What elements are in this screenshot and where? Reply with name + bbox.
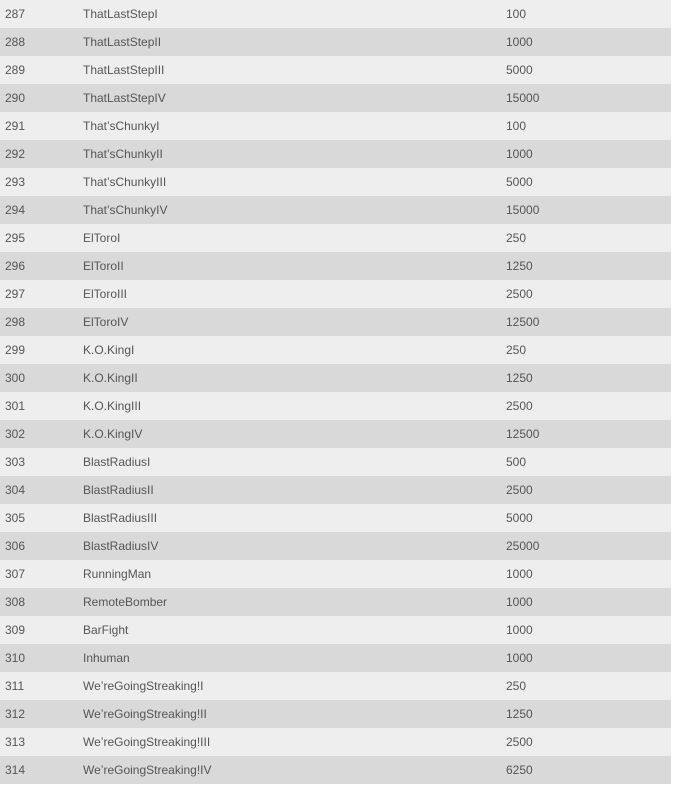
table-row — [0, 504, 671, 532]
achievement-value: 1250 — [506, 259, 533, 273]
row-number: 308 — [5, 595, 26, 609]
row-number: 293 — [5, 175, 26, 189]
table-row — [0, 448, 671, 476]
achievement-name: K.O.KingIV — [83, 427, 143, 441]
row-number: 302 — [5, 427, 26, 441]
achievement-value: 1000 — [506, 595, 533, 609]
table-row — [0, 168, 671, 196]
achievement-value: 1000 — [506, 35, 533, 49]
achievement-name: We’reGoingStreaking!IV — [83, 763, 212, 777]
row-number: 303 — [5, 455, 26, 469]
achievement-value: 2500 — [506, 399, 533, 413]
row-number: 290 — [5, 91, 26, 105]
achievement-name: That’sChunkyII — [83, 147, 163, 161]
achievement-value: 15000 — [506, 203, 540, 217]
achievement-value: 5000 — [506, 63, 533, 77]
achievement-name: K.O.KingIII — [83, 399, 142, 413]
achievement-name: Inhuman — [83, 651, 130, 665]
row-number: 307 — [5, 567, 26, 581]
row-number: 296 — [5, 259, 26, 273]
row-number: 291 — [5, 119, 26, 133]
achievement-value: 250 — [506, 231, 527, 245]
achievement-name: ElToroIII — [83, 287, 128, 301]
row-number: 310 — [5, 651, 26, 665]
table-row — [0, 364, 671, 392]
table-row — [0, 420, 671, 448]
achievement-name: ElToroI — [83, 231, 121, 245]
achievement-name: ThatLastStepI — [83, 7, 158, 21]
table-row — [0, 532, 671, 560]
achievement-value: 2500 — [506, 735, 533, 749]
achievement-name: We’reGoingStreaking!I — [83, 679, 204, 693]
row-number: 292 — [5, 147, 26, 161]
achievement-name: K.O.KingII — [83, 371, 138, 385]
achievement-value: 15000 — [506, 91, 540, 105]
achievement-value: 25000 — [506, 539, 540, 553]
achievement-name: BarFight — [83, 623, 129, 637]
achievement-name: That’sChunkyI — [83, 119, 160, 133]
table-row — [0, 476, 671, 504]
table-row — [0, 700, 671, 728]
row-number: 312 — [5, 707, 26, 721]
achievement-name: BlastRadiusIV — [83, 539, 159, 553]
achievement-name: BlastRadiusI — [83, 455, 151, 469]
achievement-value: 2500 — [506, 287, 533, 301]
achievement-name: That’sChunkyIII — [83, 175, 167, 189]
row-number: 288 — [5, 35, 26, 49]
achievement-value: 1000 — [506, 567, 533, 581]
table-row — [0, 672, 671, 700]
achievement-value: 2500 — [506, 483, 533, 497]
table-row — [0, 392, 671, 420]
row-number: 299 — [5, 343, 26, 357]
table-row — [0, 84, 671, 112]
table-row — [0, 560, 671, 588]
row-number: 305 — [5, 511, 26, 525]
achievement-value: 5000 — [506, 511, 533, 525]
table-row — [0, 308, 671, 336]
row-number: 304 — [5, 483, 26, 497]
table-row — [0, 756, 671, 784]
achievement-value: 1000 — [506, 651, 533, 665]
row-number: 297 — [5, 287, 26, 301]
table-row — [0, 728, 671, 756]
achievement-value: 500 — [506, 455, 527, 469]
row-number: 289 — [5, 63, 26, 77]
achievement-name: ElToroIV — [83, 315, 129, 329]
row-number: 314 — [5, 763, 26, 777]
table-row — [0, 252, 671, 280]
achievement-value: 250 — [506, 343, 527, 357]
achievement-value: 250 — [506, 679, 527, 693]
achievement-name: We’reGoingStreaking!III — [83, 735, 211, 749]
achievement-name: RemoteBomber — [83, 595, 168, 609]
achievement-value: 5000 — [506, 175, 533, 189]
table-row — [0, 644, 671, 672]
row-number: 311 — [5, 679, 25, 693]
table-row — [0, 0, 671, 28]
achievement-value: 100 — [506, 119, 527, 133]
row-number: 287 — [5, 7, 26, 21]
table-row — [0, 616, 671, 644]
table-row — [0, 28, 671, 56]
achievement-value: 1250 — [506, 707, 533, 721]
table-row — [0, 336, 671, 364]
achievement-name: ThatLastStepII — [83, 35, 162, 49]
achievement-name: RunningMan — [83, 567, 152, 581]
row-number: 301 — [5, 399, 26, 413]
table-row — [0, 140, 671, 168]
achievement-name: K.O.KingI — [83, 343, 135, 357]
achievement-name: ThatLastStepIV — [83, 91, 166, 105]
achievement-value: 1250 — [506, 371, 533, 385]
achievement-value: 100 — [506, 7, 527, 21]
table-row — [0, 196, 671, 224]
table-row — [0, 56, 671, 84]
table-row — [0, 280, 671, 308]
achievement-name: That’sChunkyIV — [83, 203, 168, 217]
row-number: 294 — [5, 203, 26, 217]
row-number: 298 — [5, 315, 26, 329]
achievement-name: We’reGoingStreaking!II — [83, 707, 207, 721]
achievement-value: 12500 — [506, 315, 540, 329]
table-row — [0, 588, 671, 616]
achievement-name: BlastRadiusIII — [83, 511, 158, 525]
row-number: 313 — [5, 735, 26, 749]
table-row — [0, 224, 671, 252]
achievement-value: 1000 — [506, 623, 533, 637]
achievement-value: 12500 — [506, 427, 540, 441]
row-number: 306 — [5, 539, 26, 553]
achievement-value: 6250 — [506, 763, 533, 777]
achievement-name: ElToroII — [83, 259, 124, 273]
row-number: 300 — [5, 371, 26, 385]
achievement-name: ThatLastStepIII — [83, 63, 165, 77]
achievement-value: 1000 — [506, 147, 533, 161]
row-number: 309 — [5, 623, 26, 637]
table-row — [0, 112, 671, 140]
row-number: 295 — [5, 231, 26, 245]
achievement-name: BlastRadiusII — [83, 483, 154, 497]
